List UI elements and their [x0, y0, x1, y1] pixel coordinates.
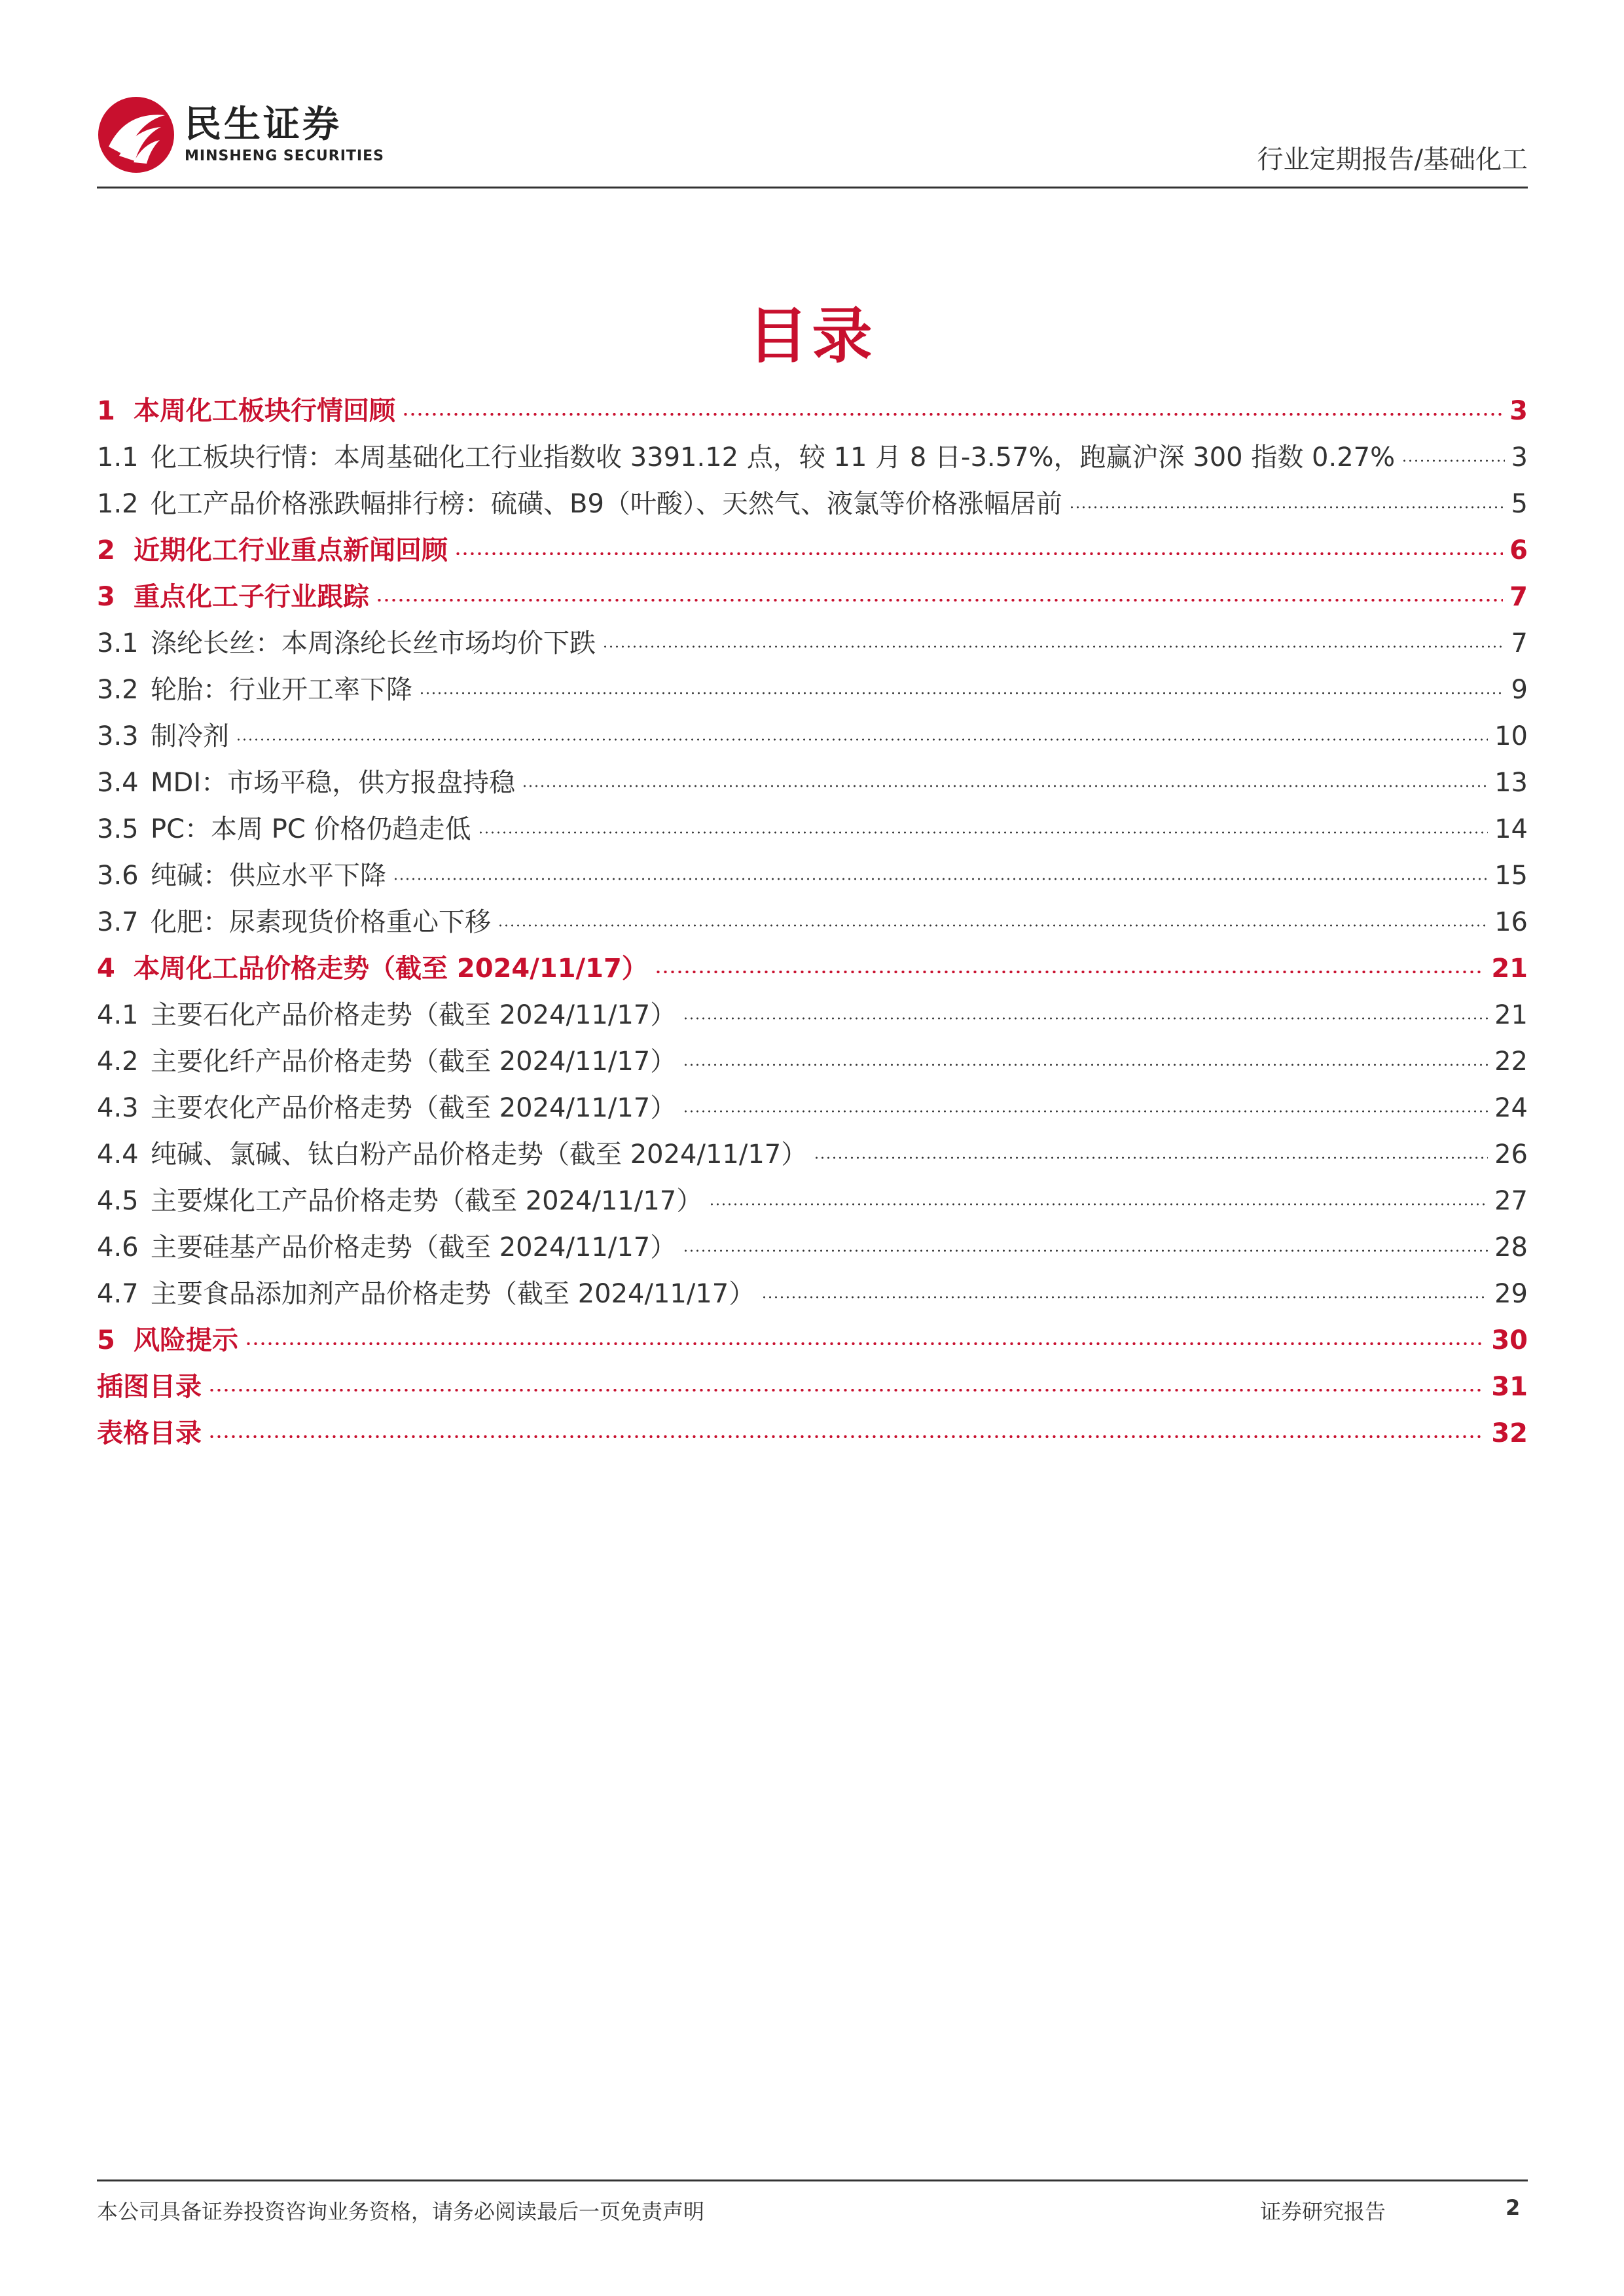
toc-entry-number: 4.5	[97, 1186, 139, 1216]
toc-entry-number: 4.6	[97, 1232, 139, 1263]
toc-leader-dots	[655, 971, 1485, 973]
toc-leader-dots	[393, 878, 1488, 880]
table-of-contents	[97, 390, 1528, 1459]
toc-entry[interactable]	[97, 529, 1528, 576]
toc-entry[interactable]	[97, 808, 1528, 855]
toc-entry[interactable]	[97, 855, 1528, 901]
toc-entry[interactable]	[97, 901, 1528, 948]
toc-entry-number: 4.4	[97, 1139, 139, 1170]
toc-leader-dots	[478, 831, 1489, 834]
toc-leader-dots	[761, 1296, 1488, 1299]
footer-doc-type: 证券研究报告	[1260, 2199, 1386, 2224]
toc-leader-dots	[602, 645, 1505, 648]
toc-entry-text: 主要农化产品价格走势（截至 2024/11/17）	[151, 1093, 677, 1123]
toc-entry-text: 重点化工子行业跟踪	[134, 582, 369, 612]
toc-entry-text: 纯碱：供应水平下降	[151, 861, 386, 891]
toc-entry-text: 近期化工行业重点新闻回顾	[134, 535, 448, 565]
toc-entry-page: 21	[1494, 1000, 1528, 1030]
toc-entry[interactable]	[97, 994, 1528, 1041]
toc-entry-number: 1	[97, 396, 115, 426]
footer-disclaimer: 本公司具备证券投资咨询业务资格，请务必阅读最后一页免责声明	[97, 2199, 705, 2224]
toc-entry[interactable]	[97, 437, 1528, 483]
footer-divider	[97, 2179, 1528, 2181]
company-logo	[97, 96, 384, 174]
toc-entry-number: 5	[97, 1325, 115, 1355]
toc-entry-text: 轮胎：行业开工率下降	[151, 675, 412, 705]
toc-entry-text: 化肥：尿素现货价格重心下移	[151, 907, 491, 937]
toc-entry-text: 主要化纤产品价格走势（截至 2024/11/17）	[151, 1047, 677, 1077]
toc-entry-text: 主要煤化工产品价格走势（截至 2024/11/17）	[151, 1186, 703, 1216]
minsheng-logo-icon	[97, 96, 175, 174]
toc-entry-number: 3.5	[97, 814, 139, 844]
toc-leader-dots	[208, 1389, 1485, 1391]
toc-entry-page: 3	[1511, 442, 1528, 473]
toc-entry-page: 22	[1494, 1047, 1528, 1077]
toc-leader-dots	[814, 1157, 1488, 1159]
toc-entry-page: 7	[1509, 582, 1528, 612]
toc-entry-text: 化工板块行情：本周基础化工行业指数收 3391.12 点，较 11 月 8 日-3.57%，跑赢沪深 300 指数 0.27%	[151, 442, 1396, 473]
toc-entry-page: 16	[1494, 907, 1528, 937]
toc-entry-number: 4.2	[97, 1047, 139, 1077]
toc-entry-page: 3	[1509, 396, 1528, 426]
toc-leader-dots	[402, 413, 1503, 416]
toc-entry[interactable]	[97, 1227, 1528, 1273]
toc-entry-page: 6	[1509, 535, 1528, 565]
toc-entry-text: 化工产品价格涨跌幅排行榜：硫磺、B9（叶酸）、天然气、液氯等价格涨幅居前	[151, 489, 1062, 519]
toc-entry-page: 15	[1494, 861, 1528, 891]
toc-leader-dots	[236, 738, 1488, 741]
toc-entry-text: 主要石化产品价格走势（截至 2024/11/17）	[151, 1000, 677, 1030]
toc-entry[interactable]	[97, 483, 1528, 529]
toc-entry[interactable]	[97, 1412, 1528, 1459]
toc-entry-page: 14	[1494, 814, 1528, 844]
toc-entry[interactable]	[97, 390, 1528, 437]
toc-entry-page: 7	[1511, 628, 1528, 658]
toc-title: 目录	[748, 301, 876, 371]
toc-entry-page: 31	[1491, 1372, 1528, 1402]
toc-leader-dots	[1401, 459, 1504, 462]
toc-entry-number: 4	[97, 954, 115, 984]
toc-entry-text: 风险提示	[134, 1325, 238, 1355]
toc-leader-dots	[683, 1249, 1488, 1252]
toc-entry-number: 1.1	[97, 442, 139, 473]
toc-entry[interactable]	[97, 1180, 1528, 1227]
toc-entry[interactable]	[97, 1041, 1528, 1087]
toc-entry-text: PC：本周 PC 价格仍趋走低	[151, 814, 471, 844]
toc-entry-page: 32	[1491, 1418, 1528, 1448]
toc-entry-number: 1.2	[97, 489, 139, 519]
page-number: 2	[1506, 2195, 1521, 2220]
toc-entry[interactable]	[97, 948, 1528, 994]
toc-entry-number: 4.1	[97, 1000, 139, 1030]
toc-leader-dots	[709, 1203, 1488, 1206]
toc-entry-text: 涤纶长丝：本周涤纶长丝市场均价下跌	[151, 628, 596, 658]
toc-entry-number: 3.2	[97, 675, 139, 705]
page-header	[97, 84, 1528, 188]
toc-leader-dots	[683, 1064, 1488, 1066]
toc-entry-page: 21	[1491, 954, 1528, 984]
toc-leader-dots	[208, 1435, 1485, 1438]
toc-entry-page: 5	[1511, 489, 1528, 519]
toc-entry-text: MDI：市场平稳，供方报盘持稳	[151, 768, 516, 798]
toc-entry-number: 4.3	[97, 1093, 139, 1123]
toc-entry-text: 本周化工板块行情回顾	[134, 396, 395, 426]
toc-entry[interactable]	[97, 715, 1528, 762]
toc-entry-number: 3.6	[97, 861, 139, 891]
logo-chinese-name: 民生证券	[185, 103, 342, 146]
toc-leader-dots	[376, 599, 1503, 601]
toc-entry[interactable]	[97, 762, 1528, 808]
toc-entry-number: 3	[97, 582, 115, 612]
toc-leader-dots	[497, 924, 1488, 927]
toc-entry-page: 29	[1494, 1279, 1528, 1309]
report-type-label: 行业定期报告/基础化工	[1257, 145, 1528, 175]
toc-entry[interactable]	[97, 1366, 1528, 1412]
toc-entry[interactable]	[97, 1273, 1528, 1319]
toc-entry[interactable]	[97, 669, 1528, 715]
toc-entry-text: 主要食品添加剂产品价格走势（截至 2024/11/17）	[151, 1279, 755, 1309]
toc-entry-number: 3.1	[97, 628, 139, 658]
toc-entry-number: 4.7	[97, 1279, 139, 1309]
toc-entry-text: 纯碱、氯碱、钛白粉产品价格走势（截至 2024/11/17）	[151, 1139, 808, 1170]
toc-entry-number: 2	[97, 535, 115, 565]
logo-english-name: MINSHENG SECURITIES	[185, 148, 384, 164]
toc-entry-text: 表格目录	[97, 1418, 202, 1448]
toc-entry-page: 24	[1494, 1093, 1528, 1123]
toc-entry[interactable]	[97, 1319, 1528, 1366]
toc-entry-text: 本周化工品价格走势（截至 2024/11/17）	[134, 954, 648, 984]
toc-leader-dots	[245, 1342, 1485, 1345]
toc-entry[interactable]	[97, 1134, 1528, 1180]
toc-leader-dots	[454, 552, 1503, 555]
toc-leader-dots	[419, 692, 1505, 694]
toc-leader-dots	[522, 785, 1488, 787]
toc-entry-page: 10	[1494, 721, 1528, 751]
toc-entry-page: 28	[1494, 1232, 1528, 1263]
toc-entry-number: 3.4	[97, 768, 139, 798]
toc-entry-number: 3.7	[97, 907, 139, 937]
toc-entry-text: 插图目录	[97, 1372, 202, 1402]
toc-entry-page: 9	[1511, 675, 1528, 705]
toc-entry-page: 30	[1491, 1325, 1528, 1355]
toc-entry-text: 主要硅基产品价格走势（截至 2024/11/17）	[151, 1232, 677, 1263]
toc-entry-number: 3.3	[97, 721, 139, 751]
header-divider	[97, 187, 1528, 188]
toc-entry-text: 制冷剂	[151, 721, 229, 751]
toc-entry[interactable]	[97, 1087, 1528, 1134]
toc-leader-dots	[1069, 506, 1505, 509]
toc-entry[interactable]	[97, 622, 1528, 669]
toc-entry-page: 26	[1494, 1139, 1528, 1170]
toc-entry-page: 13	[1494, 768, 1528, 798]
toc-entry[interactable]	[97, 576, 1528, 622]
toc-leader-dots	[683, 1017, 1488, 1020]
toc-leader-dots	[683, 1110, 1488, 1113]
toc-entry-page: 27	[1494, 1186, 1528, 1216]
